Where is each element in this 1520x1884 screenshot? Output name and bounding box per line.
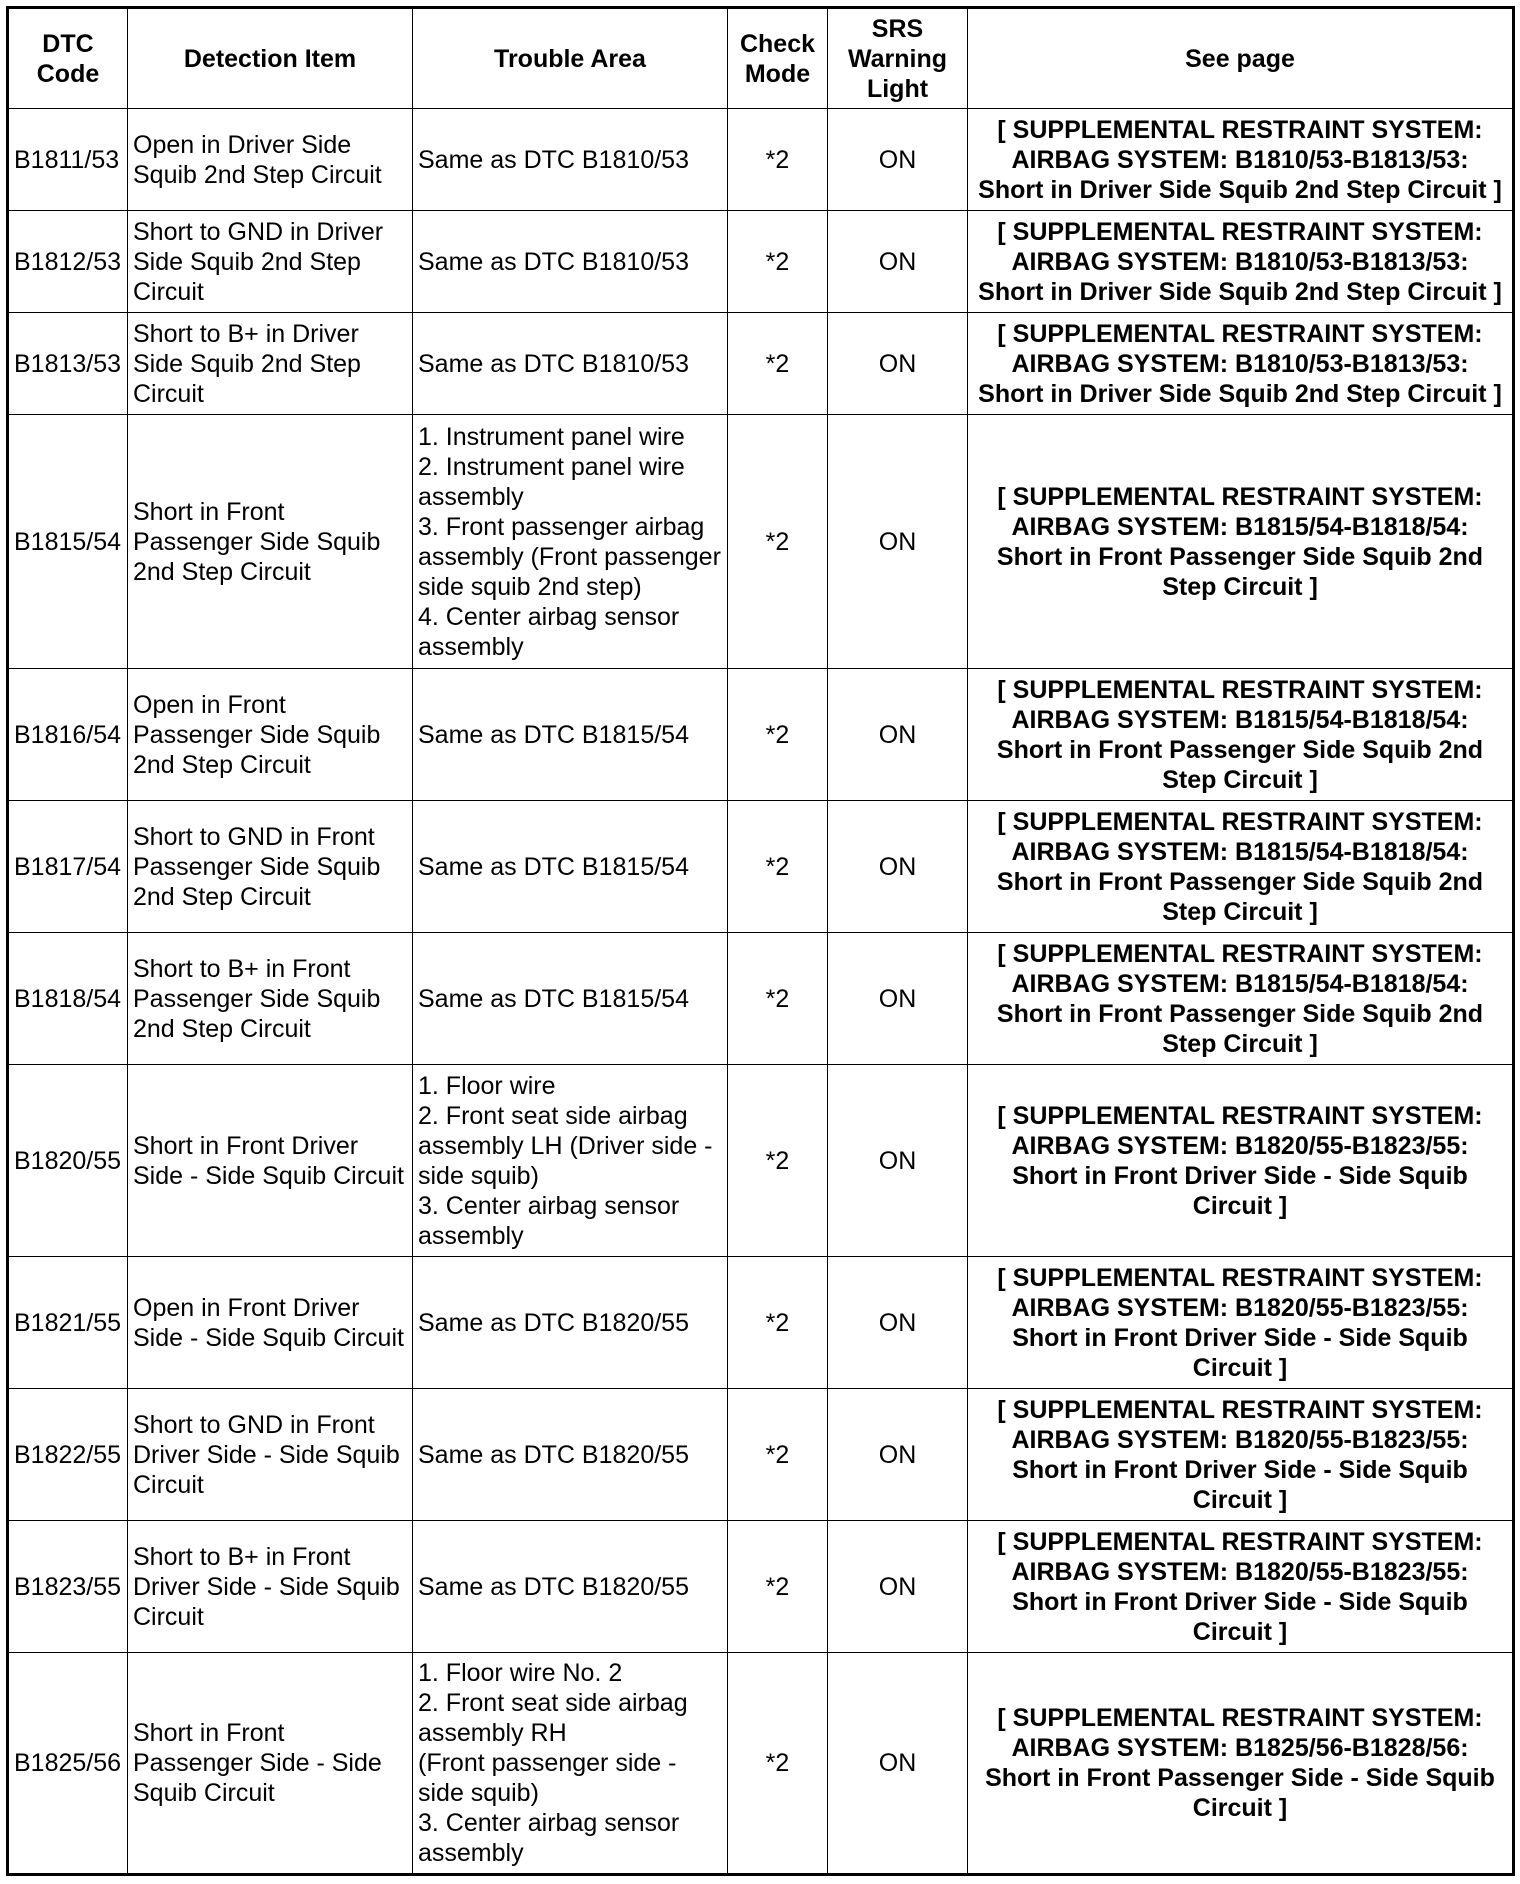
detection-item-cell: Short in Front Passenger Side Squib 2nd Step Circuit <box>128 415 413 669</box>
check-mode-cell: *2 <box>728 211 828 313</box>
dtc-code-cell: B1823/55 <box>8 1521 128 1653</box>
dtc-code-cell: B1813/53 <box>8 313 128 415</box>
trouble-area-cell: Same as DTC B1820/55 <box>413 1389 728 1521</box>
see-page-link[interactable]: [ SUPPLEMENTAL RESTRAINT SYSTEM: AIRBAG SYSTEM: B1810/53-B1813/53: Short in Driver Side Squib 2nd Step Circuit ] <box>968 211 1514 313</box>
detection-item-cell: Short to GND in Front Passenger Side Squib 2nd Step Circuit <box>128 801 413 933</box>
trouble-area-cell: Same as DTC B1810/53 <box>413 313 728 415</box>
header-row <box>8 8 1514 109</box>
header-trouble-area: Trouble Area <box>413 8 728 109</box>
see-page-link[interactable]: [ SUPPLEMENTAL RESTRAINT SYSTEM: AIRBAG SYSTEM: B1815/54-B1818/54: Short in Front Passenger Side Squib 2nd Step Circuit ] <box>968 933 1514 1065</box>
table-row <box>8 801 1514 933</box>
check-mode-cell: *2 <box>728 669 828 801</box>
see-page-link[interactable]: [ SUPPLEMENTAL RESTRAINT SYSTEM: AIRBAG SYSTEM: B1825/56-B1828/56: Short in Front Passenger Side - Side Squib Circuit ] <box>968 1653 1514 1875</box>
dtc-code-cell: B1820/55 <box>8 1065 128 1257</box>
trouble-area-cell: Same as DTC B1815/54 <box>413 669 728 801</box>
warning-light-cell: ON <box>828 313 968 415</box>
warning-light-cell: ON <box>828 1389 968 1521</box>
see-page-link[interactable]: [ SUPPLEMENTAL RESTRAINT SYSTEM: AIRBAG SYSTEM: B1820/55-B1823/55: Short in Front Driver Side - Side Squib Circuit ] <box>968 1521 1514 1653</box>
dtc-code-cell: B1822/55 <box>8 1389 128 1521</box>
detection-item-cell: Short in Front Driver Side - Side Squib Circuit <box>128 1065 413 1257</box>
see-page-link[interactable]: [ SUPPLEMENTAL RESTRAINT SYSTEM: AIRBAG SYSTEM: B1820/55-B1823/55: Short in Front Driver Side - Side Squib Circuit ] <box>968 1257 1514 1389</box>
detection-item-cell: Short to B+ in Driver Side Squib 2nd Step Circuit <box>128 313 413 415</box>
trouble-area-cell: Same as DTC B1810/53 <box>413 211 728 313</box>
header-see-page: See page <box>968 8 1514 109</box>
detection-item-cell: Open in Front Passenger Side Squib 2nd Step Circuit <box>128 669 413 801</box>
trouble-area-cell: 1. Floor wire No. 2 2. Front seat side airbag assembly RH (Front passenger side - side squib) 3. Center airbag sensor assembly <box>413 1653 728 1875</box>
table-row <box>8 415 1514 669</box>
see-page-link[interactable]: [ SUPPLEMENTAL RESTRAINT SYSTEM: AIRBAG SYSTEM: B1815/54-B1818/54: Short in Front Passenger Side Squib 2nd Step Circuit ] <box>968 415 1514 669</box>
warning-light-cell: ON <box>828 415 968 669</box>
see-page-link[interactable]: [ SUPPLEMENTAL RESTRAINT SYSTEM: AIRBAG SYSTEM: B1815/54-B1818/54: Short in Front Passenger Side Squib 2nd Step Circuit ] <box>968 669 1514 801</box>
see-page-link[interactable]: [ SUPPLEMENTAL RESTRAINT SYSTEM: AIRBAG SYSTEM: B1810/53-B1813/53: Short in Driver Side Squib 2nd Step Circuit ] <box>968 313 1514 415</box>
warning-light-cell: ON <box>828 1257 968 1389</box>
table-row <box>8 1065 1514 1257</box>
detection-item-cell: Open in Front Driver Side - Side Squib Circuit <box>128 1257 413 1389</box>
table-row <box>8 669 1514 801</box>
table-row <box>8 1389 1514 1521</box>
check-mode-cell: *2 <box>728 933 828 1065</box>
dtc-code-cell: B1815/54 <box>8 415 128 669</box>
table-row <box>8 313 1514 415</box>
header-dtc-code: DTC Code <box>8 8 128 109</box>
warning-light-cell: ON <box>828 933 968 1065</box>
dtc-code-cell: B1817/54 <box>8 801 128 933</box>
dtc-code-cell: B1821/55 <box>8 1257 128 1389</box>
trouble-area-cell: Same as DTC B1820/55 <box>413 1521 728 1653</box>
dtc-code-cell: B1811/53 <box>8 109 128 211</box>
see-page-link[interactable]: [ SUPPLEMENTAL RESTRAINT SYSTEM: AIRBAG SYSTEM: B1810/53-B1813/53: Short in Driver Side Squib 2nd Step Circuit ] <box>968 109 1514 211</box>
table-row <box>8 211 1514 313</box>
check-mode-cell: *2 <box>728 1653 828 1875</box>
table-row <box>8 933 1514 1065</box>
trouble-area-cell: 1. Instrument panel wire 2. Instrument panel wire assembly 3. Front passenger airbag assembly (Front passenger side squib 2nd step) 4. Center airbag sensor assembly <box>413 415 728 669</box>
warning-light-cell: ON <box>828 801 968 933</box>
detection-item-cell: Open in Driver Side Squib 2nd Step Circuit <box>128 109 413 211</box>
trouble-area-cell: Same as DTC B1820/55 <box>413 1257 728 1389</box>
detection-item-cell: Short to B+ in Front Driver Side - Side Squib Circuit <box>128 1521 413 1653</box>
see-page-link[interactable]: [ SUPPLEMENTAL RESTRAINT SYSTEM: AIRBAG SYSTEM: B1820/55-B1823/55: Short in Front Driver Side - Side Squib Circuit ] <box>968 1389 1514 1521</box>
header-detection-item: Detection Item <box>128 8 413 109</box>
warning-light-cell: ON <box>828 669 968 801</box>
dtc-code-cell: B1825/56 <box>8 1653 128 1875</box>
warning-light-cell: ON <box>828 211 968 313</box>
trouble-area-cell: Same as DTC B1815/54 <box>413 933 728 1065</box>
see-page-link[interactable]: [ SUPPLEMENTAL RESTRAINT SYSTEM: AIRBAG SYSTEM: B1815/54-B1818/54: Short in Front Passenger Side Squib 2nd Step Circuit ] <box>968 801 1514 933</box>
trouble-area-cell: 1. Floor wire 2. Front seat side airbag assembly LH (Driver side - side squib) 3. Center airbag sensor assembly <box>413 1065 728 1257</box>
header-check-mode: Check Mode <box>728 8 828 109</box>
check-mode-cell: *2 <box>728 1389 828 1521</box>
dtc-code-cell: B1818/54 <box>8 933 128 1065</box>
check-mode-cell: *2 <box>728 801 828 933</box>
table-row <box>8 1653 1514 1875</box>
check-mode-cell: *2 <box>728 415 828 669</box>
table-row <box>8 1521 1514 1653</box>
check-mode-cell: *2 <box>728 313 828 415</box>
dtc-code-cell: B1816/54 <box>8 669 128 801</box>
check-mode-cell: *2 <box>728 1257 828 1389</box>
see-page-link[interactable]: [ SUPPLEMENTAL RESTRAINT SYSTEM: AIRBAG SYSTEM: B1820/55-B1823/55: Short in Front Driver Side - Side Squib Circuit ] <box>968 1065 1514 1257</box>
detection-item-cell: Short to B+ in Front Passenger Side Squib 2nd Step Circuit <box>128 933 413 1065</box>
warning-light-cell: ON <box>828 109 968 211</box>
detection-item-cell: Short to GND in Driver Side Squib 2nd Step Circuit <box>128 211 413 313</box>
trouble-area-cell: Same as DTC B1815/54 <box>413 801 728 933</box>
warning-light-cell: ON <box>828 1521 968 1653</box>
dtc-table <box>6 6 1515 1876</box>
warning-light-cell: ON <box>828 1065 968 1257</box>
header-srs-warning-light: SRS Warning Light <box>828 8 968 109</box>
trouble-area-cell: Same as DTC B1810/53 <box>413 109 728 211</box>
table-row <box>8 109 1514 211</box>
table-row <box>8 1257 1514 1389</box>
check-mode-cell: *2 <box>728 1521 828 1653</box>
check-mode-cell: *2 <box>728 109 828 211</box>
dtc-code-cell: B1812/53 <box>8 211 128 313</box>
detection-item-cell: Short to GND in Front Driver Side - Side Squib Circuit <box>128 1389 413 1521</box>
warning-light-cell: ON <box>828 1653 968 1875</box>
detection-item-cell: Short in Front Passenger Side - Side Squib Circuit <box>128 1653 413 1875</box>
check-mode-cell: *2 <box>728 1065 828 1257</box>
